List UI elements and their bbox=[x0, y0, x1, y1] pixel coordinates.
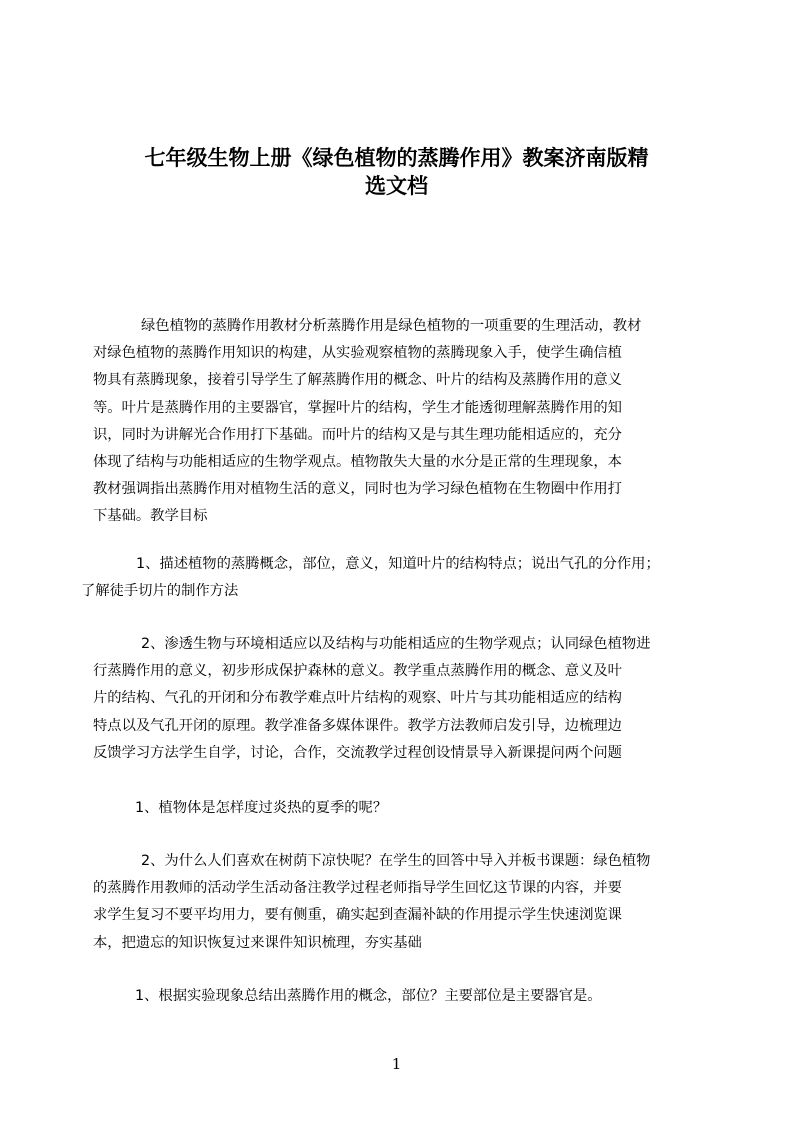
page-number: 1 bbox=[391, 1055, 402, 1073]
paragraph-line: 对绿色植物的蒸腾作用知识的构建，从实验观察植物的蒸腾现象入手，使学生确信植 bbox=[93, 345, 622, 362]
title-line-2: 选文档 bbox=[365, 174, 428, 198]
paragraph-line: 教材强调指出蒸腾作用对植物生活的意义，同时也为学习绿色植物在生物圈中作用打 bbox=[93, 481, 622, 498]
paragraph-line: 反馈学习方法学生自学，讨论，合作，交流教学过程创设情景导入新课提问两个问题 bbox=[93, 744, 622, 761]
paragraph-line: 特点以及气孔开闭的原理。教学准备多媒体课件。教学方法教师启发引导，边梳理边 bbox=[93, 717, 622, 734]
paragraph-line: 2、为什么人们喜欢在树荫下凉快呢？在学生的回答中导入并板书课题：绿色植物 bbox=[141, 853, 651, 869]
paragraph-line: 片的结构、气孔的开闭和分布教学难点叶片结构的观察、叶片与其功能相适应的结构 bbox=[93, 690, 622, 707]
paragraph-line: 行蒸腾作用的意义，初步形成保护森林的意义。教学重点蒸腾作用的概念、意义及叶 bbox=[93, 663, 622, 680]
document-title bbox=[100, 144, 693, 200]
paragraph-line: 的蒸腾作用教师的活动学生活动备注教学过程老师指导学生回忆这节课的内容，并要 bbox=[93, 880, 622, 897]
paragraph-line: 1、描述植物的蒸腾概念，部位，意义，知道叶片的结构特点；说出气孔的分作用； bbox=[136, 556, 660, 572]
paragraph-line: 体现了结构与功能相适应的生物学观点。植物散失大量的水分是正常的生理现象，本 bbox=[93, 454, 622, 471]
paragraph-goal-2 bbox=[93, 631, 713, 767]
paragraph-analysis bbox=[93, 313, 713, 531]
paragraph-line: 下基础。教学目标 bbox=[93, 508, 208, 525]
title-line-1: 七年级生物上册《绿色植物的蒸腾作用》教案济南版精 bbox=[144, 146, 649, 170]
paragraph-line: 物具有蒸腾现象，接着引导学生了解蒸腾作用的概念、叶片的结构及蒸腾作用的意义 bbox=[93, 372, 622, 389]
paragraph-question-1 bbox=[93, 795, 713, 822]
paragraph-question-2 bbox=[93, 848, 713, 957]
paragraph-line: 2、渗透生物与环境相适应以及结构与功能相适应的生物学观点；认同绿色植物进 bbox=[141, 636, 651, 652]
paragraph-line: 了解徒手切片的制作方法 bbox=[81, 583, 239, 600]
paragraph-line: 本，把遗忘的知识恢复过来课件知识梳理，夯实基础 bbox=[93, 934, 422, 951]
paragraph-line: 求学生复习不要平均用力，要有侧重，确实起到查漏补缺的作用提示学生快速浏览课 bbox=[93, 907, 622, 924]
paragraph-summary-1 bbox=[93, 983, 713, 1010]
paragraph-line: 1、植物体是怎样度过炎热的夏季的呢？ bbox=[135, 800, 388, 816]
paragraph-line: 等。叶片是蒸腾作用的主要器官，掌握叶片的结构，学生才能透彻理解蒸腾作用的知 bbox=[93, 399, 622, 416]
paragraph-line: 绿色植物的蒸腾作用教材分析蒸腾作用是绿色植物的一项重要的生理活动，教材 bbox=[141, 318, 642, 334]
paragraph-line: 1、根据实验现象总结出蒸腾作用的概念，部位？主要部位是主要器官是。 bbox=[135, 988, 602, 1004]
paragraph-line: 识，同时为讲解光合作用打下基础。而叶片的结构又是与其生理功能相适应的，充分 bbox=[93, 426, 622, 443]
paragraph-goal-1 bbox=[81, 551, 721, 605]
